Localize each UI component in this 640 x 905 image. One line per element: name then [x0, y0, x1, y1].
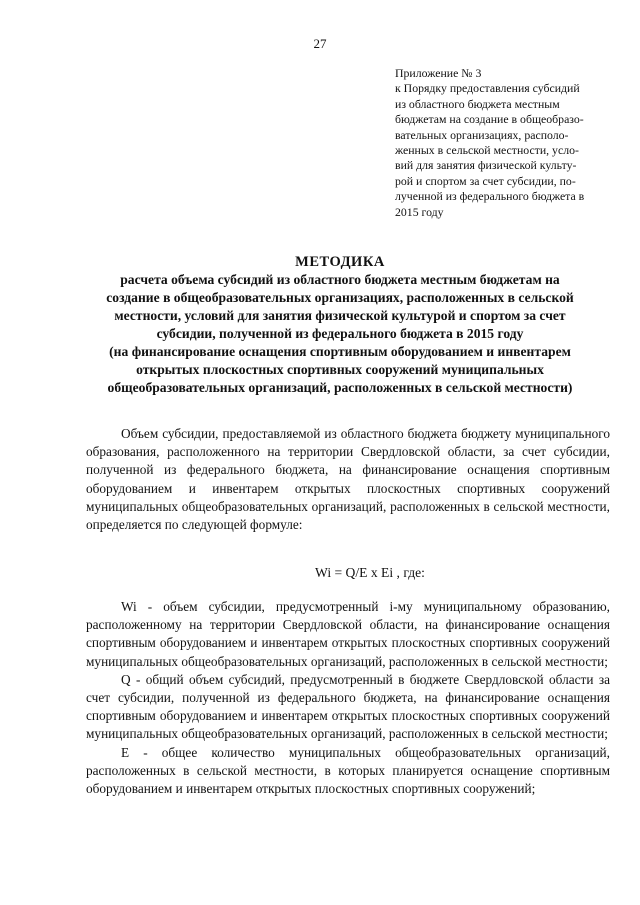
- definition-wi: Wi - объем субсидии, предусмотренный i-му муниципальному образованию, расположенному на территории Свердловской области, на финансирование оснащения спортивным оборудованием и инвентарем открытых плоскостных спортивных сооружений муниципальных общеобразовательных организаций, расположенных в сельской местности;: [86, 599, 610, 669]
- annex-block: [395, 66, 610, 220]
- annex-line: лученной из федерального бюджета в: [395, 189, 585, 204]
- intro-paragraph: Объем субсидии, предоставляемой из областного бюджета бюджету муниципального образования, расположенного на территории Свердловской области, за счет субсидии, полученной из федерального бюджета, на финансирование оснащения спортивным оборудованием и инвентарем открытых плоскостных спортивных сооружений муниципальных общеобразовательных организаций, расположенных в сельской местности, определяется по следующей формуле:: [86, 426, 610, 533]
- annex-line: Приложение № 3: [395, 66, 482, 80]
- annex-line: рой и спортом за счет субсидии, по-: [395, 173, 576, 188]
- page-number: 27: [313, 36, 327, 51]
- definition-e: E - общее количество муниципальных общеобразовательных организаций, расположенных в сельской местности, в которых планируется оснащение спортивным оборудованием и инвентарем открытых плоскостных спортивных сооружений;: [86, 744, 610, 797]
- title-line: расчета объема субсидий из областного бюджета местным бюджетам на: [120, 272, 560, 287]
- title-line: общеобразовательных организаций, расположенных в сельской местности): [107, 380, 573, 395]
- title-line: субсидии, полученной из федерального бюджета в 2015 году: [156, 326, 524, 341]
- title-line: создание в общеобразовательных организациях, расположенных в сельской: [106, 290, 574, 305]
- annex-line: к Порядку предоставления субсидий: [395, 81, 580, 96]
- annex-line: вий для занятия физической культу-: [395, 158, 577, 173]
- annex-line: 2015 году: [395, 204, 444, 219]
- document-title: [70, 253, 610, 397]
- formula: Wi = Q/E x Ei , где:: [315, 565, 425, 580]
- annex-line: вательных организациях, располо-: [395, 127, 569, 142]
- definitions-section: [86, 598, 610, 798]
- annex-line: из областного бюджета местным: [395, 96, 560, 111]
- title-line: местности, условий для занятия физической культурой и спортом за счет: [114, 308, 566, 323]
- title-line: открытых плоскостных спортивных сооружений муниципальных: [136, 362, 544, 377]
- intro-section: [86, 425, 610, 534]
- annex-line: бюджетам на создание в общеобразо-: [395, 112, 584, 127]
- annex-line: женных в сельской местности, усло-: [395, 143, 579, 158]
- title-line: (на финансирование оснащения спортивным оборудованием и инвентарем: [109, 344, 571, 359]
- definition-q: Q - общий объем субсидий, предусмотренный в бюджете Свердловской области за счет субсидии, полученной из федерального бюджета, на финансирование оснащения спортивным оборудованием и инвентарем открытых плоскостных спортивных сооружений муниципальных общеобразовательных организаций, расположенных в сельской местности;: [86, 671, 610, 742]
- title-main: МЕТОДИКА: [295, 254, 385, 270]
